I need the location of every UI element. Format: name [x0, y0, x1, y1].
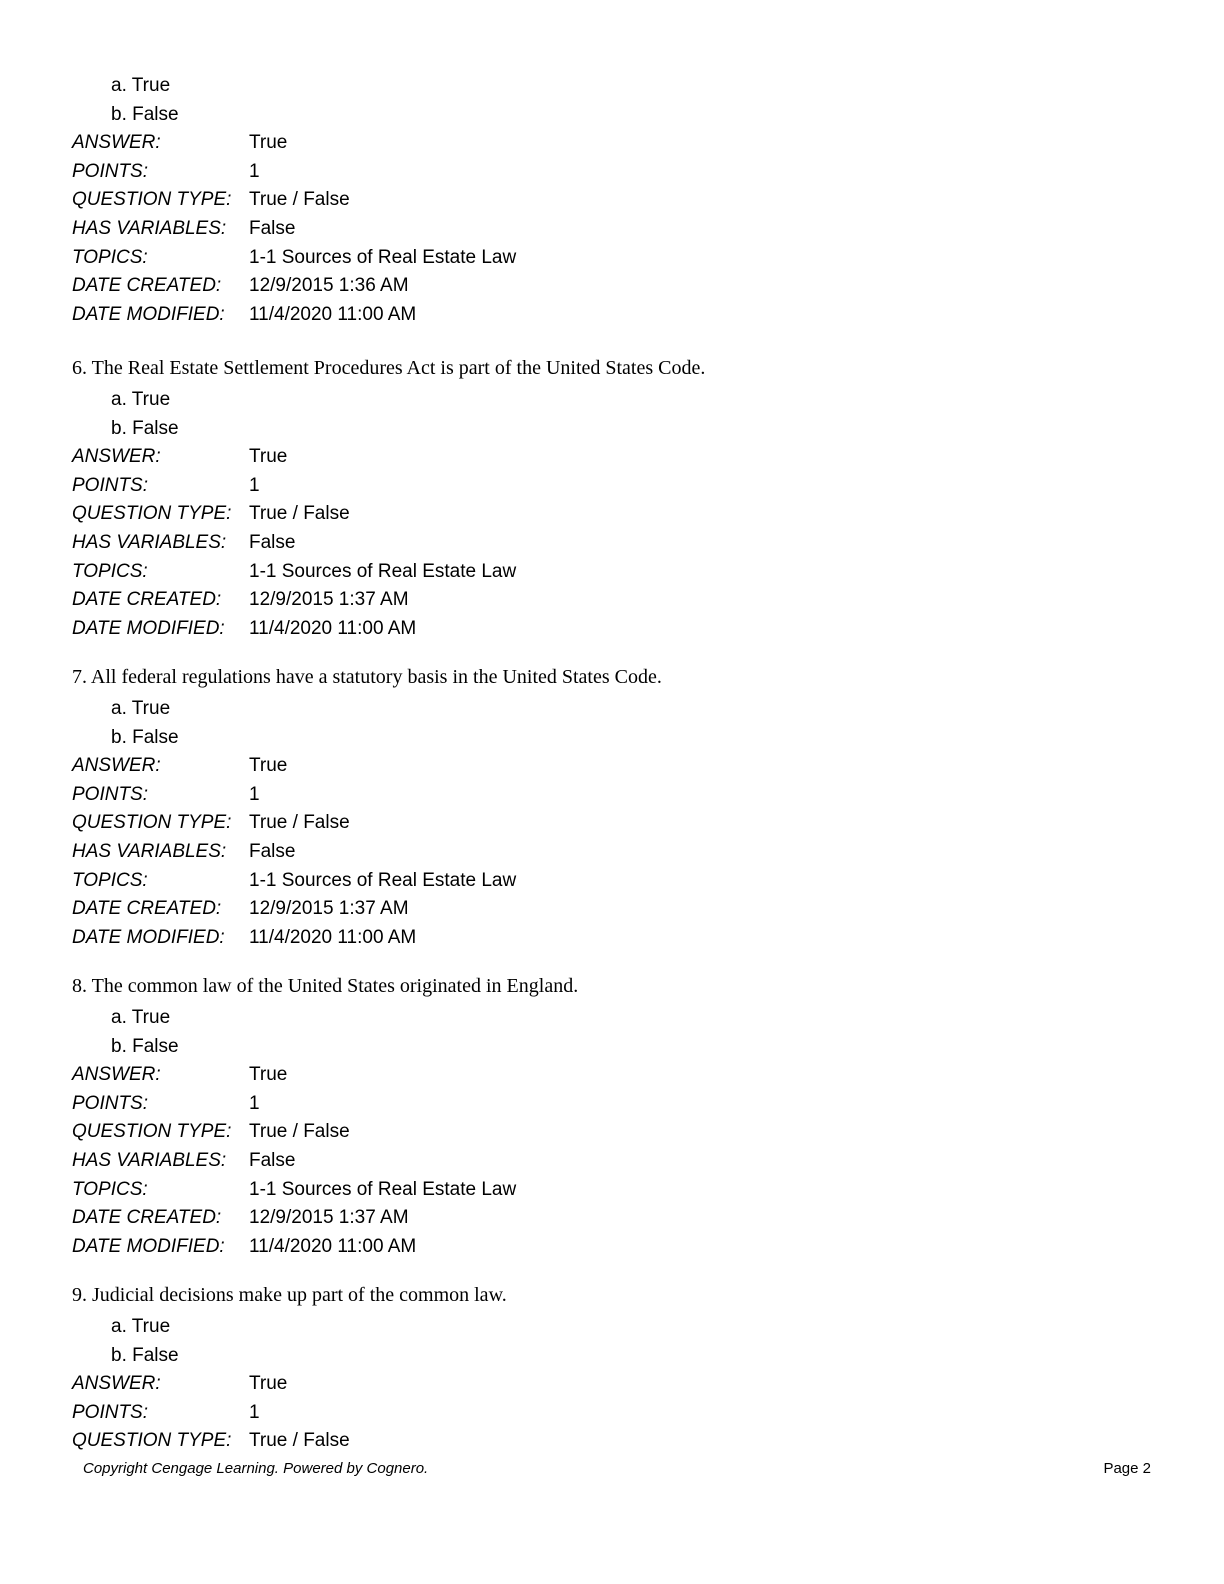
points-value: 1 — [249, 1092, 260, 1114]
points-row — [72, 781, 662, 810]
date-modified-value: 11/4/2020 11:00 AM — [249, 303, 417, 325]
question-type-label: QUESTION TYPE: — [72, 1121, 232, 1143]
points-row — [72, 1090, 578, 1119]
points-label: POINTS: — [72, 783, 149, 805]
question-5 — [72, 72, 516, 329]
topics-value: 1-1 Sources of Real Estate Law — [249, 1178, 517, 1200]
choice-a: a. True — [111, 1007, 171, 1028]
topics-label: TOPICS: — [72, 1178, 148, 1200]
date-created-label: DATE CREATED: — [72, 589, 222, 611]
question-text: 6. The Real Estate Settlement Procedures Act is part of the United States Code. — [72, 357, 706, 379]
points-value: 1 — [249, 474, 260, 496]
answer-row — [72, 1061, 578, 1090]
has-variables-label: HAS VARIABLES: — [72, 840, 227, 862]
date-created-row — [72, 586, 705, 615]
has-variables-row — [72, 1147, 578, 1176]
answer-value: True — [249, 755, 288, 777]
date-modified-label: DATE MODIFIED: — [72, 303, 225, 325]
date-modified-row — [72, 615, 705, 644]
question-text: 9. Judicial decisions make up part of the common law. — [72, 1284, 507, 1306]
answer-label: ANSWER: — [72, 132, 161, 154]
choice-a: a. True — [111, 698, 171, 719]
answer-row — [72, 443, 705, 472]
topics-value: 1-1 Sources of Real Estate Law — [249, 560, 517, 582]
question-type-row — [72, 186, 516, 215]
date-modified-value: 11/4/2020 11:00 AM — [249, 926, 417, 948]
date-modified-label: DATE MODIFIED: — [72, 926, 225, 948]
date-created-label: DATE CREATED: — [72, 275, 222, 297]
answer-row — [72, 129, 516, 158]
topics-label: TOPICS: — [72, 869, 148, 891]
topics-value: 1-1 Sources of Real Estate Law — [249, 869, 517, 891]
has-variables-value: False — [249, 531, 296, 553]
answer-value: True — [249, 1373, 288, 1395]
question-type-label: QUESTION TYPE: — [72, 189, 232, 211]
answer-value: True — [249, 132, 288, 154]
page-number: Page 2 — [1103, 1460, 1151, 1477]
answer-row — [72, 752, 662, 781]
answer-row — [72, 1370, 507, 1399]
points-value: 1 — [249, 783, 260, 805]
question-type-value: True / False — [249, 503, 350, 525]
date-modified-label: DATE MODIFIED: — [72, 1235, 225, 1257]
answer-label: ANSWER: — [72, 1064, 161, 1086]
question-type-value: True / False — [249, 1121, 350, 1143]
question-6 — [72, 358, 705, 643]
points-label: POINTS: — [72, 474, 149, 496]
has-variables-label: HAS VARIABLES: — [72, 1149, 227, 1171]
date-modified-value: 11/4/2020 11:00 AM — [249, 1235, 417, 1257]
topics-row — [72, 867, 662, 896]
topics-value: 1-1 Sources of Real Estate Law — [249, 246, 517, 268]
date-modified-label: DATE MODIFIED: — [72, 617, 225, 639]
date-created-label: DATE CREATED: — [72, 1207, 222, 1229]
date-created-value: 12/9/2015 1:37 AM — [249, 589, 409, 611]
topics-row — [72, 1176, 578, 1205]
choice-b: b. False — [111, 726, 179, 748]
answer-label: ANSWER: — [72, 1373, 161, 1395]
date-modified-row — [72, 301, 516, 330]
points-label: POINTS: — [72, 1401, 149, 1423]
question-type-value: True / False — [249, 189, 350, 211]
date-modified-row — [72, 924, 662, 953]
choice-b: b. False — [111, 1035, 179, 1057]
date-created-row — [72, 895, 662, 924]
topics-label: TOPICS: — [72, 560, 148, 582]
answer-value: True — [249, 1064, 288, 1086]
points-value: 1 — [249, 1401, 260, 1423]
choice-a: a. True — [111, 389, 171, 410]
answer-value: True — [249, 446, 288, 468]
question-8 — [72, 976, 578, 1261]
points-row — [72, 158, 516, 187]
date-created-value: 12/9/2015 1:37 AM — [249, 898, 409, 920]
question-type-row — [72, 500, 705, 529]
date-created-label: DATE CREATED: — [72, 898, 222, 920]
has-variables-value: False — [249, 217, 296, 239]
date-created-value: 12/9/2015 1:37 AM — [249, 1207, 409, 1229]
has-variables-row — [72, 215, 516, 244]
has-variables-row — [72, 529, 705, 558]
points-value: 1 — [249, 160, 260, 182]
topics-row — [72, 244, 516, 273]
choice-a: a. True — [111, 75, 171, 96]
date-created-row — [72, 1204, 578, 1233]
choice-b: b. False — [111, 1344, 179, 1366]
question-type-value: True / False — [249, 812, 350, 834]
question-text: 7. All federal regulations have a statutory basis in the United States Code. — [72, 666, 662, 688]
has-variables-row — [72, 838, 662, 867]
question-type-row — [72, 1427, 507, 1456]
points-row — [72, 472, 705, 501]
choice-b: b. False — [111, 103, 179, 125]
has-variables-value: False — [249, 840, 296, 862]
topics-label: TOPICS: — [72, 246, 148, 268]
question-9 — [72, 1285, 507, 1456]
date-created-row — [72, 272, 516, 301]
date-created-value: 12/9/2015 1:36 AM — [249, 275, 409, 297]
answer-label: ANSWER: — [72, 755, 161, 777]
points-label: POINTS: — [72, 1092, 149, 1114]
question-text: 8. The common law of the United States originated in England. — [72, 975, 579, 997]
question-7 — [72, 667, 662, 952]
points-label: POINTS: — [72, 160, 149, 182]
question-type-label: QUESTION TYPE: — [72, 1430, 232, 1452]
question-type-row — [72, 809, 662, 838]
has-variables-label: HAS VARIABLES: — [72, 531, 227, 553]
question-type-label: QUESTION TYPE: — [72, 503, 232, 525]
date-modified-value: 11/4/2020 11:00 AM — [249, 617, 417, 639]
question-type-value: True / False — [249, 1430, 350, 1452]
has-variables-value: False — [249, 1149, 296, 1171]
topics-row — [72, 558, 705, 587]
choice-a: a. True — [111, 1316, 171, 1337]
points-row — [72, 1399, 507, 1428]
answer-label: ANSWER: — [72, 446, 161, 468]
question-type-row — [72, 1118, 578, 1147]
date-modified-row — [72, 1233, 578, 1262]
question-type-label: QUESTION TYPE: — [72, 812, 232, 834]
has-variables-label: HAS VARIABLES: — [72, 217, 227, 239]
choice-b: b. False — [111, 417, 179, 439]
copyright-footer: Copyright Cengage Learning. Powered by Cognero. — [83, 1460, 429, 1477]
